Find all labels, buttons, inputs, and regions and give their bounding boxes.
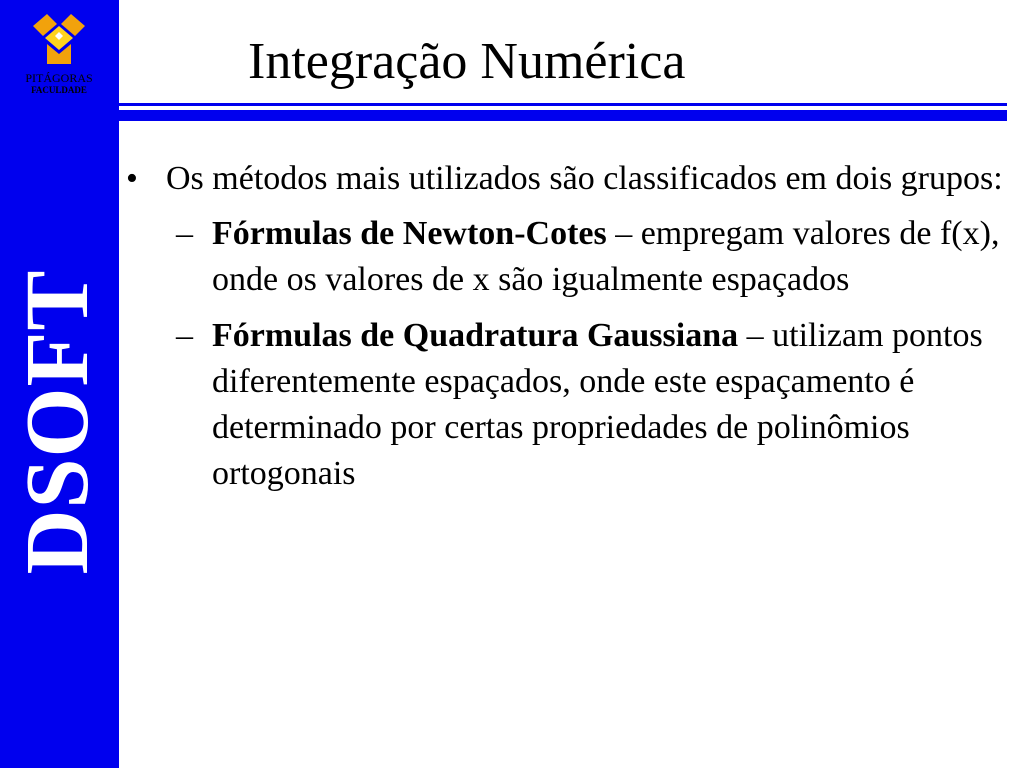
logo-text-faculdade: FACULDADE [31,85,87,95]
title-divider-thick [25,110,1007,121]
sub-item-newton-cotes [176,211,1006,303]
bullet-marker: • [126,160,138,197]
pitagoras-logo [13,14,105,100]
dash-marker: – [176,317,193,354]
bullet-item [126,157,1006,201]
sub-item-term: Fórmulas de Newton-Cotes [212,215,607,252]
slide-title: Integração Numérica [248,33,686,90]
sub-item-text: – utilizam pontos diferentemente espaçados, onde este espaçamento é determinado por certas propriedades de polinômios ortogonais [212,317,983,492]
sub-item-quadratura-gaussiana [176,313,1006,497]
sub-item-text: – empregam valores de f(x), onde os valores de x são igualmente espaçados [212,215,1000,298]
sub-item-term: Fórmulas de Quadratura Gaussiana [212,317,739,354]
sidebar-brand-text: DSOFT [8,269,107,575]
pitagoras-emblem-icon [31,14,87,70]
slide-content [126,157,1006,497]
logo-text-pitagoras: PITÁGORAS [13,72,105,84]
dash-marker: – [176,215,193,252]
title-divider-thin [25,103,1007,106]
bullet-text: Os métodos mais utilizados são classificados em dois grupos: [166,160,1003,197]
